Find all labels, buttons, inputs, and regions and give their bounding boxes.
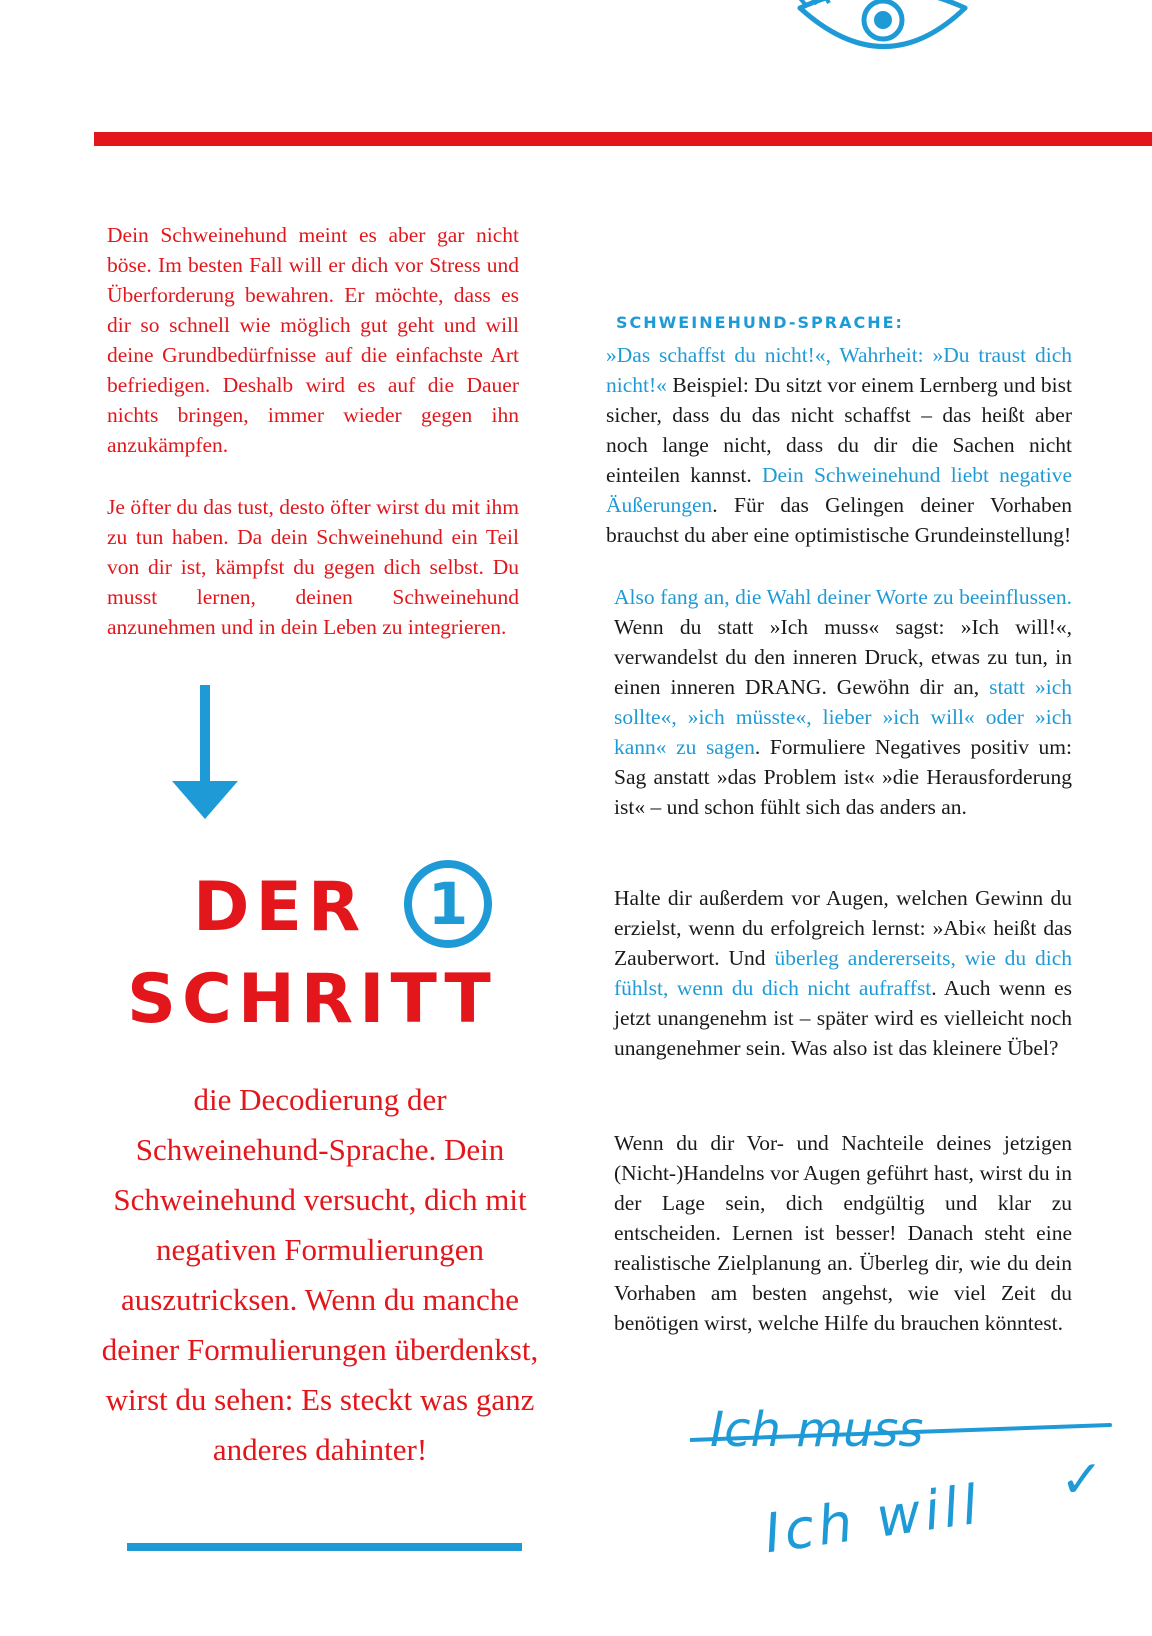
positive-text: Ich will [760,1472,986,1566]
down-arrow-icon [172,685,238,821]
left-paragraph-2: Je öfter du das tust, desto öfter wirst du mit ihm zu tun haben. Da dein Schweinehund ein Teil von dir ist, kämpfst du gegen dich selbst. Du musst lernen, deinen Schweinehund anzunehmen und in dein Leben zu integrieren. [107,495,519,639]
body-text: . Für das Gelingen deiner Vorhaben brauchst du aber eine optimistische Grundeinstellung! [606,493,1072,547]
bottom-divider [127,1543,522,1551]
handwritten-note [690,1400,1130,1600]
left-paragraph-1: Dein Schweinehund meint es aber gar nicht böse. Im besten Fall will er dich vor Stress und Überforderung bewahren. Er möchte, dass es dir so schnell wie möglich gut geht und will deine Grundbedürfnisse auf die einfachste Art befriedigen. Deshalb wird es auf die Dauer nichts bringen, immer wieder gegen ihn anzukämpfen. [107,223,519,457]
body-text: Wenn du statt »Ich muss« sagst: »Ich will!«, verwandelst du den inneren Druck, etwas zu tun, in einen inneren DRANG. Gewöhn dir an, [614,615,1072,699]
step-number-badge [402,858,494,950]
highlight-text: überleg andererseits, wie du dich fühlst, wenn du dich nicht aufraffst [614,946,1072,1000]
body-text: . Formuliere Negatives positiv um: Sag anstatt »das Problem ist« »die Herausforderung ist« – und schon fühlt sich das anders an. [614,735,1072,819]
right-paragraph-4: Wenn du dir Vor- und Nachteile deines jetzigen (Nicht-)Handelns vor Augen geführt hast, wirst du in der Lage sein, dich endgültig und klar zu entscheiden. Lernen ist besser! Danach steht eine realistische Zielplanung an. Überleg dir, wie du dein Vorhaben am besten angehst, wie viel Zeit du benötigen wirst, welche Hilfe du brauchen könntest. [614,1131,1072,1335]
body-text: Beispiel: Du sitzt vor einem Lernberg und bist sicher, dass du das nicht schaffst – das heißt aber noch lange nicht, dass du dir die Sachen nicht einteilen kannst. [606,373,1072,487]
body-text: . Auch wenn es jetzt unangenehm ist – später wird es vielleicht noch unangenehmer sein. Was also ist das kleinere Übel? [614,976,1072,1060]
highlight-text: Also fang an, die Wahl deiner Worte zu beeinflussen. [614,585,1072,609]
step-number: 1 [427,870,469,938]
eye-icon [795,0,970,60]
check-icon: ✓ [1060,1450,1104,1510]
body-text: Halte dir außerdem vor Augen, welchen Gewinn du erzielst, wenn du erfolgreich lernst: »Abi« heißt das Zauberwort. Und [614,886,1072,970]
highlight-text: statt »ich sollte«, »ich müsste«, lieber »ich will« oder »ich kann« zu sagen [614,675,1072,759]
section-heading: SCHWEINEHUND-SPRACHE: [616,313,904,332]
step-intro: die Decodierung der Schweinehund-Sprache. Dein Schweinehund versucht, dich mit negativen Formulierungen auszutricksen. Wenn du manche deiner Formulierungen überdenkst, wirst du sehen: Es steckt was ganz anderes dahinter! [101,1082,539,1467]
heading-schritt: SCHRITT [127,960,497,1039]
crossed-out-text: Ich muss [710,1402,924,1458]
highlight-text: »Das schaffst du nicht!«, Wahrheit: »Du traust dich nicht!« [606,343,1072,397]
right-paragraph-2 [614,582,1072,822]
right-paragraph-3 [614,883,1072,1063]
heading-der: DER [193,868,367,947]
top-divider [94,132,1152,146]
highlight-text: Dein Schweinehund liebt negative Äußerungen [606,463,1072,517]
right-paragraph-1 [606,340,1072,550]
